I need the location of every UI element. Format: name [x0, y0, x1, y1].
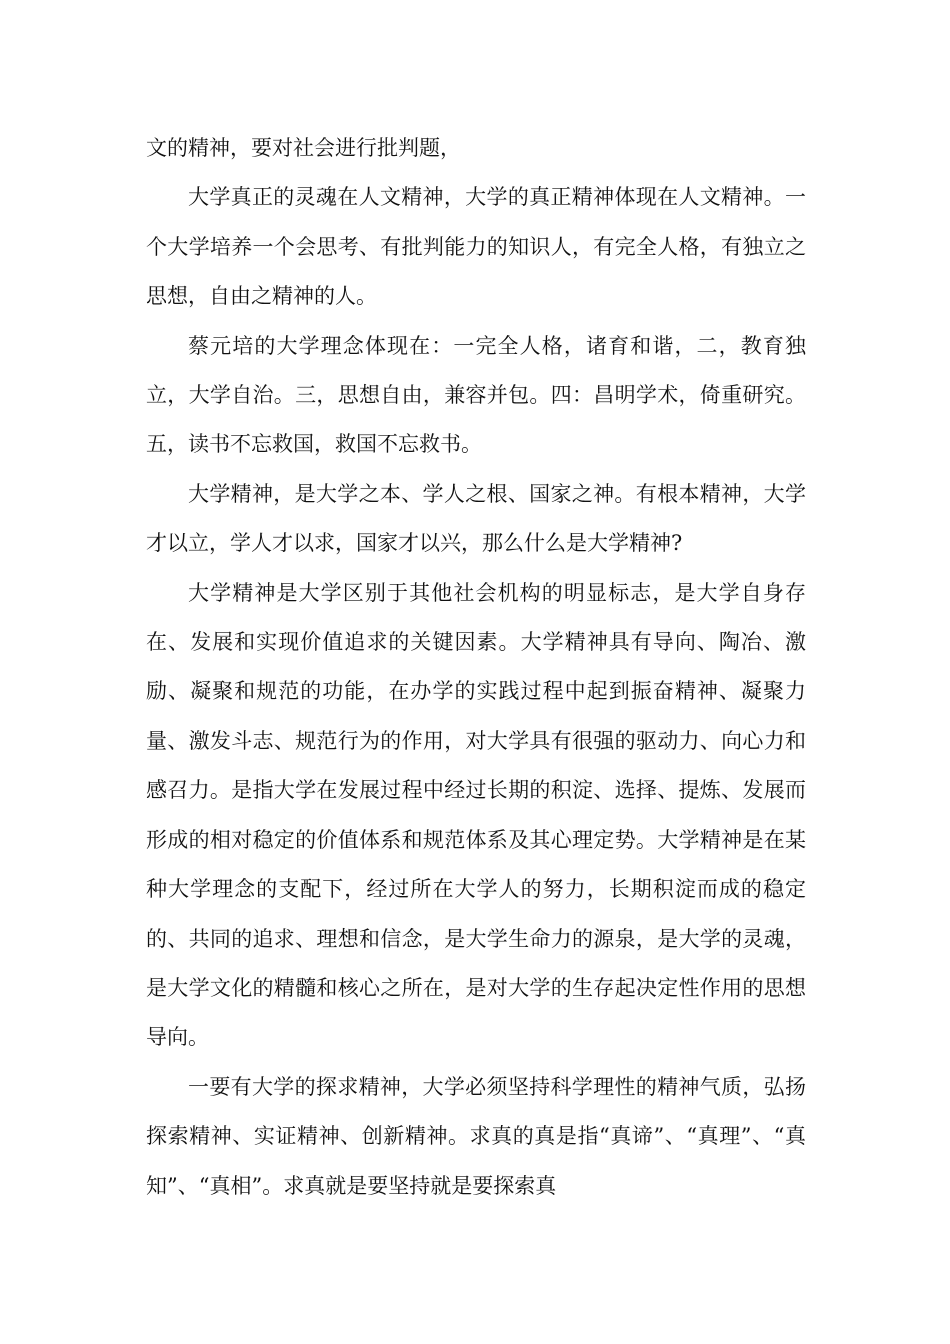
- paragraph-6: 一要有大学的探求精神，大学必须坚持科学理性的精神气质，弘扬探索精神、实证精神、创新精神。求真的真是指“真谛”、“真理”、“真知”、“真相”。求真就是要坚持就是要探索真: [146, 1074, 806, 1198]
- paragraph-1: 文的精神，要对社会进行批判题，: [146, 136, 461, 160]
- paragraph-4: 大学精神，是大学之本、学人之根、国家之神。有根本精神，大学才以立，学人才以求，国家才以兴，那么什么是大学精神?: [146, 481, 806, 556]
- paragraph-2: 大学真正的灵魂在人文精神，大学的真正精神体现在人文精神。一个大学培养一个会思考、有批判能力的知识人，有完全人格，有独立之思想，自由之精神的人。: [146, 185, 806, 309]
- paragraph-3: 蔡元培的大学理念体现在：一完全人格，诸育和谐，二，教育独立，大学自治。三，思想自由，兼容并包。四：昌明学术，倚重研究。五，读书不忘救国，救国不忘救书。: [146, 333, 806, 457]
- paragraph-5: 大学精神是大学区别于其他社会机构的明显标志，是大学自身存在、发展和实现价值追求的关键因素。大学精神具有导向、陶冶、激励、凝聚和规范的功能，在办学的实践过程中起到振奋精神、凝聚力量、激发斗志、规范行为的作用，对大学具有很强的驱动力、向心力和感召力。是指大学在发展过程中经过长期的积淀、选择、提炼、发展而形成的相对稳定的价值体系和规范体系及其心理定势。大学精神是在某种大学理念的支配下，经过所在大学人的努力，长期积淀而成的稳定的、共同的追求、理想和信念，是大学生命力的源泉，是大学的灵魂，是大学文化的精髓和核心之所在，是对大学的生存起决定性作用的思想导向。: [146, 580, 806, 1050]
- document-body: [146, 124, 806, 1211]
